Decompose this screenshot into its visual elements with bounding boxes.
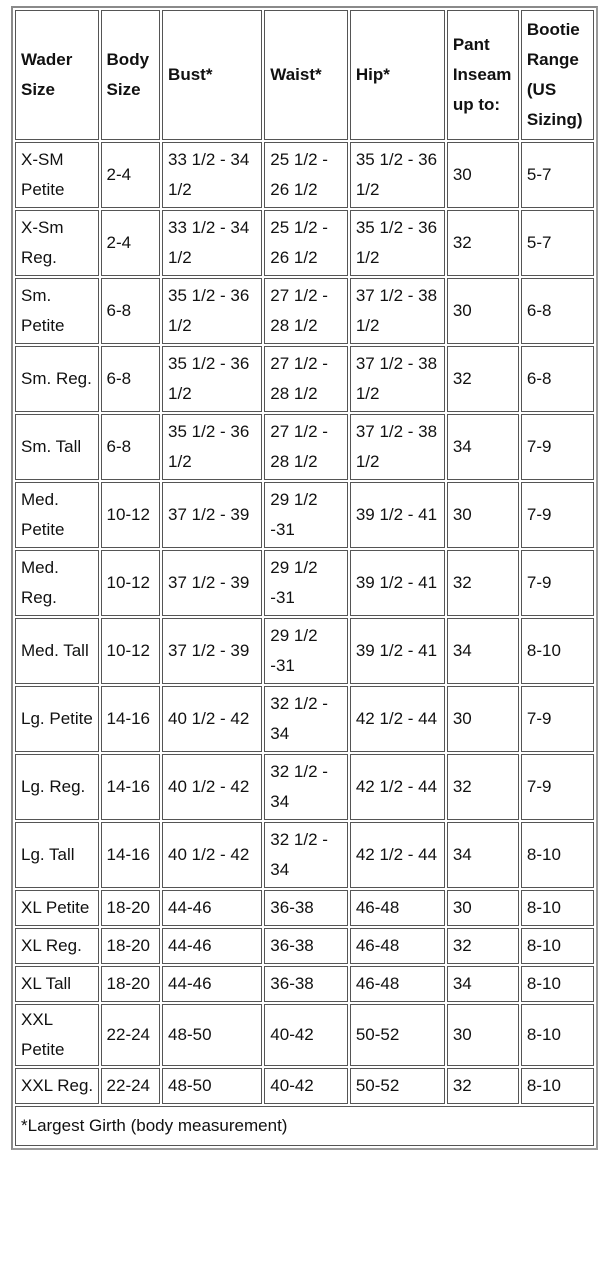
cell-body-size: 14-16	[101, 822, 161, 888]
cell-pant-inseam: 30	[447, 278, 519, 344]
cell-body-size: 18-20	[101, 890, 161, 926]
size-chart-container	[11, 6, 598, 1150]
cell-pant-inseam: 30	[447, 142, 519, 208]
cell-pant-inseam: 32	[447, 210, 519, 276]
cell-bootie-range: 7-9	[521, 686, 594, 752]
cell-bust: 40 1/2 - 42	[162, 754, 262, 820]
cell-hip: 35 1/2 - 36 1/2	[350, 210, 445, 276]
cell-hip: 50-52	[350, 1004, 445, 1066]
cell-body-size: 22-24	[101, 1068, 161, 1104]
size-rows	[15, 142, 594, 1104]
table-row	[15, 346, 594, 412]
footnote: *Largest Girth (body measurement)	[15, 1106, 594, 1146]
table-row	[15, 210, 594, 276]
cell-waist: 32 1/2 - 34	[264, 686, 348, 752]
cell-body-size: 6-8	[101, 414, 161, 480]
cell-bootie-range: 8-10	[521, 890, 594, 926]
header-body-size: Body Size	[101, 10, 161, 140]
cell-bust: 37 1/2 - 39	[162, 482, 262, 548]
header-pant-inseam: Pant Inseam up to:	[447, 10, 519, 140]
header-bust: Bust*	[162, 10, 262, 140]
cell-waist: 32 1/2 - 34	[264, 822, 348, 888]
cell-bootie-range: 8-10	[521, 618, 594, 684]
header-hip: Hip*	[350, 10, 445, 140]
cell-bootie-range: 5-7	[521, 210, 594, 276]
size-chart-table	[11, 6, 598, 1150]
cell-bootie-range: 6-8	[521, 346, 594, 412]
cell-wader-size: Sm. Petite	[15, 278, 99, 344]
cell-waist: 27 1/2 - 28 1/2	[264, 278, 348, 344]
cell-waist: 29 1/2 -31	[264, 482, 348, 548]
header-wader-size: Wader Size	[15, 10, 99, 140]
cell-body-size: 18-20	[101, 928, 161, 964]
cell-bust: 37 1/2 - 39	[162, 550, 262, 616]
cell-hip: 35 1/2 - 36 1/2	[350, 142, 445, 208]
cell-body-size: 22-24	[101, 1004, 161, 1066]
cell-pant-inseam: 32	[447, 754, 519, 820]
cell-pant-inseam: 30	[447, 890, 519, 926]
cell-bootie-range: 7-9	[521, 482, 594, 548]
cell-body-size: 14-16	[101, 686, 161, 752]
cell-bootie-range: 8-10	[521, 966, 594, 1002]
table-row	[15, 1004, 594, 1066]
cell-bust: 40 1/2 - 42	[162, 822, 262, 888]
cell-bust: 35 1/2 - 36 1/2	[162, 346, 262, 412]
cell-hip: 46-48	[350, 966, 445, 1002]
header-waist: Waist*	[264, 10, 348, 140]
cell-hip: 37 1/2 - 38 1/2	[350, 346, 445, 412]
cell-bust: 33 1/2 - 34 1/2	[162, 142, 262, 208]
cell-wader-size: Med. Tall	[15, 618, 99, 684]
cell-wader-size: Lg. Reg.	[15, 754, 99, 820]
cell-bootie-range: 7-9	[521, 754, 594, 820]
cell-bust: 40 1/2 - 42	[162, 686, 262, 752]
cell-hip: 50-52	[350, 1068, 445, 1104]
cell-bootie-range: 7-9	[521, 414, 594, 480]
cell-hip: 37 1/2 - 38 1/2	[350, 278, 445, 344]
table-row	[15, 550, 594, 616]
cell-waist: 40-42	[264, 1068, 348, 1104]
cell-wader-size: Sm. Reg.	[15, 346, 99, 412]
table-row	[15, 142, 594, 208]
cell-pant-inseam: 32	[447, 346, 519, 412]
cell-bootie-range: 7-9	[521, 550, 594, 616]
cell-hip: 39 1/2 - 41	[350, 550, 445, 616]
cell-waist: 29 1/2 -31	[264, 550, 348, 616]
cell-bust: 44-46	[162, 928, 262, 964]
cell-wader-size: XXL Petite	[15, 1004, 99, 1066]
cell-waist: 27 1/2 - 28 1/2	[264, 346, 348, 412]
footnote-row	[15, 1106, 594, 1146]
cell-waist: 32 1/2 - 34	[264, 754, 348, 820]
cell-waist: 25 1/2 - 26 1/2	[264, 210, 348, 276]
table-row	[15, 482, 594, 548]
cell-wader-size: XL Reg.	[15, 928, 99, 964]
table-row	[15, 822, 594, 888]
table-row	[15, 1068, 594, 1104]
cell-hip: 42 1/2 - 44	[350, 822, 445, 888]
cell-pant-inseam: 30	[447, 482, 519, 548]
cell-bust: 48-50	[162, 1068, 262, 1104]
cell-pant-inseam: 32	[447, 550, 519, 616]
cell-waist: 27 1/2 - 28 1/2	[264, 414, 348, 480]
cell-body-size: 6-8	[101, 278, 161, 344]
cell-wader-size: X-SM Petite	[15, 142, 99, 208]
cell-hip: 39 1/2 - 41	[350, 482, 445, 548]
cell-pant-inseam: 32	[447, 1068, 519, 1104]
cell-hip: 46-48	[350, 890, 445, 926]
cell-body-size: 18-20	[101, 966, 161, 1002]
cell-pant-inseam: 34	[447, 618, 519, 684]
cell-bust: 48-50	[162, 1004, 262, 1066]
cell-pant-inseam: 34	[447, 822, 519, 888]
cell-bootie-range: 6-8	[521, 278, 594, 344]
table-row	[15, 686, 594, 752]
table-row	[15, 754, 594, 820]
cell-waist: 40-42	[264, 1004, 348, 1066]
cell-wader-size: XL Tall	[15, 966, 99, 1002]
table-row	[15, 278, 594, 344]
cell-waist: 25 1/2 - 26 1/2	[264, 142, 348, 208]
cell-wader-size: X-Sm Reg.	[15, 210, 99, 276]
cell-wader-size: Lg. Petite	[15, 686, 99, 752]
cell-hip: 39 1/2 - 41	[350, 618, 445, 684]
cell-body-size: 14-16	[101, 754, 161, 820]
table-row	[15, 414, 594, 480]
cell-pant-inseam: 30	[447, 1004, 519, 1066]
cell-wader-size: XL Petite	[15, 890, 99, 926]
cell-body-size: 10-12	[101, 618, 161, 684]
table-row	[15, 928, 594, 964]
cell-bootie-range: 8-10	[521, 1004, 594, 1066]
cell-pant-inseam: 30	[447, 686, 519, 752]
cell-waist: 29 1/2 -31	[264, 618, 348, 684]
cell-pant-inseam: 34	[447, 414, 519, 480]
cell-bust: 33 1/2 - 34 1/2	[162, 210, 262, 276]
cell-wader-size: Med. Petite	[15, 482, 99, 548]
cell-waist: 36-38	[264, 966, 348, 1002]
table-row	[15, 966, 594, 1002]
cell-pant-inseam: 32	[447, 928, 519, 964]
cell-hip: 46-48	[350, 928, 445, 964]
header-row	[15, 10, 594, 140]
table-row	[15, 890, 594, 926]
cell-waist: 36-38	[264, 928, 348, 964]
cell-bust: 37 1/2 - 39	[162, 618, 262, 684]
cell-bust: 35 1/2 - 36 1/2	[162, 278, 262, 344]
cell-bust: 44-46	[162, 890, 262, 926]
table-row	[15, 618, 594, 684]
cell-bust: 44-46	[162, 966, 262, 1002]
cell-hip: 42 1/2 - 44	[350, 754, 445, 820]
cell-body-size: 6-8	[101, 346, 161, 412]
cell-hip: 42 1/2 - 44	[350, 686, 445, 752]
cell-pant-inseam: 34	[447, 966, 519, 1002]
cell-hip: 37 1/2 - 38 1/2	[350, 414, 445, 480]
cell-bust: 35 1/2 - 36 1/2	[162, 414, 262, 480]
cell-wader-size: Med. Reg.	[15, 550, 99, 616]
cell-wader-size: XXL Reg.	[15, 1068, 99, 1104]
cell-bootie-range: 8-10	[521, 1068, 594, 1104]
cell-body-size: 2-4	[101, 210, 161, 276]
cell-wader-size: Sm. Tall	[15, 414, 99, 480]
cell-wader-size: Lg. Tall	[15, 822, 99, 888]
cell-body-size: 2-4	[101, 142, 161, 208]
cell-body-size: 10-12	[101, 550, 161, 616]
cell-bootie-range: 8-10	[521, 822, 594, 888]
cell-bootie-range: 5-7	[521, 142, 594, 208]
cell-waist: 36-38	[264, 890, 348, 926]
header-bootie-range: Bootie Range (US Sizing)	[521, 10, 594, 140]
cell-bootie-range: 8-10	[521, 928, 594, 964]
cell-body-size: 10-12	[101, 482, 161, 548]
